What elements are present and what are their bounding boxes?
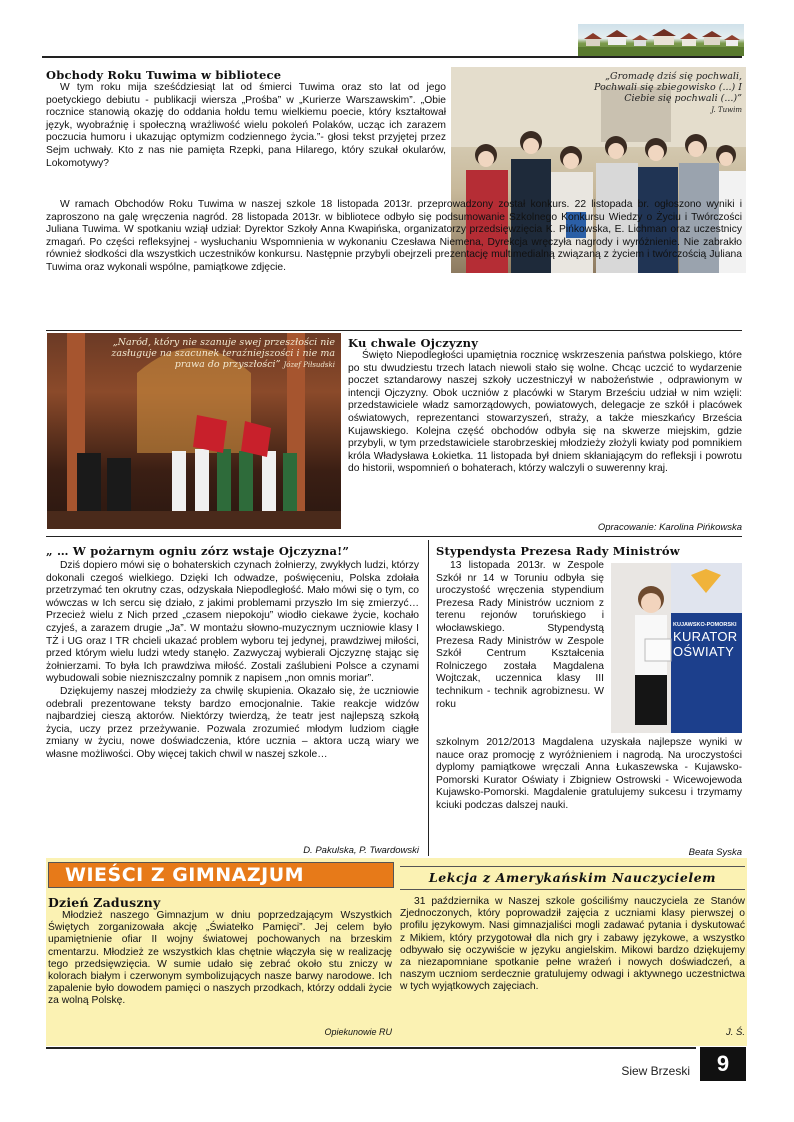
signature-opiekunowie: Opiekunowie RU (324, 1027, 392, 1037)
top-rule (42, 56, 742, 58)
photo-quote-tuwim-author: J. Tuwim (711, 106, 742, 114)
signature-pinkowska: Opracowanie: Karolina Pińkowska (597, 522, 742, 533)
signature-pakulska-twardowski: D. Pakulska, P. Twardowski (303, 845, 419, 856)
photo-quote-pilsudski: „Naród, który nie szanuje swej przeszłości nie zasługuje na szacunek teraźniejszości i nie ma prawa do przyszłości” Józef Piłsudski (111, 337, 335, 370)
column-divider (428, 540, 429, 856)
photo-independence-day (47, 333, 341, 529)
kurator-banner-text (673, 621, 741, 659)
article-pozarny-p2: Dziękujemy naszej młodzieży za chwilę skupienia. Okazało się, że uczniowie odebrali prezentowane teksty bardzo emocjonalnie. Takie reakcje widzów najbardziej cieszą aktorów. Niektórzy twierdzą, że teatr jest najlepszą szkołą życia, uczy przez przeżywanie. Pozwala zrozumieć młodym ludziom ciągłe zmiany w życiu, nowe doświadczenia, które ucznia – aktora uczą wiary we własne możliwości. Oby więcej takich chwil w naszej szkole… (46, 685, 419, 760)
rule-after-tuwim (46, 330, 742, 331)
article-title-stypendysta: Stypendysta Prezesa Rady Ministrów (436, 544, 680, 558)
article-title-dzien-zaduszny: Dzień Zaduszny (48, 895, 161, 910)
footer-publication-name: Siew Brzeski (621, 1064, 690, 1078)
article-body-tuwim-wide (46, 199, 742, 275)
kurator-banner-line2: KURATOR (673, 629, 738, 644)
article-body-stypendysta-wide (436, 737, 742, 813)
article-stypendysta-p1-narrow: 13 listopada 2013r. w Zespole Szkół nr 14 w Toruniu odbyła się uroczystość wręczenia stypendium Prezesa Rady Ministrów uczniom z terenu rejonów toruńskiego i włocławskiego. Stypendystą Prezesa Rady Ministrów w Zespole Szkół Centrum Kształcenia Rolniczego została Magdalena Wojtczak, uczennica klasy III technikum - technik agrobiznesu. W roku (436, 560, 604, 710)
kurator-banner-line1: KUJAWSKO-POMORSKI (673, 622, 737, 628)
gimnazjum-banner-label: WIEŚCI Z GIMNAZJUM (65, 864, 305, 886)
gimnazjum-banner (48, 862, 394, 888)
article-body-dzien-zaduszny (48, 910, 392, 1008)
article-body-lekcja (400, 896, 745, 994)
article-tuwim-p1: W tym roku mija sześćdziesiąt lat od śmierci Tuwima oraz sto lat od jego poetyckiego debiutu - publikacji wiersza „Prośba” w „Kurierze Warszawskim”. „Obie rocznice stanowią okazję do oddania hołdu temu wielkiemu poecie, który kształtował język, wyobraźnię i społeczną wrażliwość wielu pokoleń Polaków, ucząc ich zarazem poczucia humoru i ukazując optymizm codziennego życia.”- głosi tekst przyjętej przez Sejm uchwały. Kto z nas nie pamięta Rzepki, pana Hilarego, który szukał okularów, Lokomotywy? (46, 82, 446, 169)
article-dzien-zaduszny-p1: Młodzież naszego Gimnazjum w dniu poprzedzającym Wszystkich Świętych zorganizowała akcję „Światełko Pamięci”. Jej celem było upamiętnienie ofiar II wojny światowej pochowanych na brzeskim cmentarzu. Młodzież ze wszystkich klas chętnie włączyła się w realizację tego przedsięwzięcia. W sumie udało się zebrać około stu zniczy w kolorach białym i czerwonym symbolizujących nasze barwy narodowe. Ich zapalenie było dowodem pamięci o naszych przodkach, którzy oddali życie za wolną Polskę. (48, 910, 392, 1007)
article-ojczyzna-p1: Święto Niepodległości upamiętnia rocznicę wskrzeszenia państwa polskiego, które po stu dwudziestu trzech latach niewoli stało się wolne. Chcąc uczcić to wydarzenie poczet sztandarowy naszej szkoły uczestniczył w nabożeństwie , odprawionym w intencji Ojczyzny. Obok uczniów z placówki w Starym Brześciu udział w nim wzięli: przedstawiciele władz samorządowych, powiatowych, delegacje ze szkół i placówek oświatowych, reprezentanci stowarzyszeń, straży, a także mieszkańcy Brześcia Kujawskiego. Kolejna część obchodów odbyła się na skwerze miejskim, gdzie przybyli, w tym przedstawiciele starobrzeskiej młodzieży złożyli kwiaty pod pomnikiem króla Władysława Łokietka. 11 listopada był dniem skłaniającym do refleksji i powrotu do historii, wspomnień o bohaterach, którzy walczyli o suwerenny kraj. (348, 350, 742, 475)
article-title-pozarny-ogien: „ … W pożarnym ogniu zórz wstaje Ojczyzna!” (46, 544, 350, 558)
signature-syska: Beata Syska (688, 847, 742, 858)
photo-quote-pilsudski-author: Józef Piłsudski (283, 361, 335, 369)
article-body-ojczyzna (348, 350, 742, 476)
article-title-lekcja: Lekcja z Amerykańskim Nauczycielem (428, 870, 717, 885)
article-lekcja-p1: 31 października w Naszej szkole gościliśmy nauczyciela ze Stanów Zjednoczonych, który poprowadził zajęcia z uczniami klasy pierwszej o profilu językowym. Nasi gimnazjaliści mogli zadawać pytania i dyskutować z Mikiem, który przygotował dla nich gry i zabawy językowe, a wszystko odbywało się oczywiście w języku angielskim. Mikowi bardzo dziękujemy za niezapomniane spotkanie pełne wrażeń i nowych doświadczeń, a naszym uczniom serdecznie gratulujemy odwagi i aktywnego uczestnictwa w tych wyjątkowych zajęciach. (400, 896, 745, 993)
town-panorama-image (578, 24, 744, 56)
kurator-banner-line3: OŚWIATY (673, 644, 735, 659)
article-pozarny-p1: Dziś dopiero mówi się o bohaterskich czynach żołnierzy, zwykłych ludzi, którzy dokonali czegoś wielkiego. Dzięki Ich odwadze, poświęceniu, Polska zdołała przetrzymać ten okrutny czas, odzyskała Niepodległość. Mało mówi się o tym, co wówczas w Ich sercu się działo, z jakimi problemami przyszło Im się zmierzyć… Przecież wielu z Nich przed „czasem niepokoju” wiodło ciekawe życie, kochało czyjeś, a zarazem drugie „Ja”. W montażu słowno-muzycznym uczniowie klasy I TŻ i UG oraz I TR chcieli ukazać problem wyboru tej jedynej, prawdziwej miłości, przed którym wielu ludzi wtedy stanęło. Zazwyczaj wybierali Ojczyznę stając się żołnierzami. To była Ich prawdziwa miłość. Zostali zaślubieni Polsce a czynami wybudowali sobie niezniszczalny pomnik z napisem „non omnis moriar”. (46, 560, 419, 685)
article-tuwim-p2: W ramach Obchodów Roku Tuwima w naszej szkole 18 listopada 2013r. przeprowadzony został konkurs. 22 listopada br. ogłoszono wyniki i zaproszono na galę wręczenia nagród. 28 listopada 2013r. w bibliotece odbyło się podsumowanie Szkolnego Konkursu Wiedzy o Życiu i Twórczości Juliana Tuwima. W spotkaniu wziął udział: Dyrektor Szkoły Anna Kwapińska, organizatorzy przedsięwzięcia K. Pińkowska, E. Lichman oraz uczestnicy zmagań. Po części refleksyjnej - wysłuchaniu Wspomnienia w wykonaniu Czesława Niemena, Dyrekcja wręczyła nagrody i wyróżnienie. Nie zabrakło również słodkości dla wszystkich uczestników konkursu. Następnie przybyli obejrzeli prezentację multimedialną związaną z życiem i twórczością Juliana Tuwima oraz wykonali wspólne, pamiątkowe zdjęcie. (46, 199, 742, 273)
page-number: 9 (716, 1051, 730, 1076)
article-title-tuwim: Obchody Roku Tuwima w bibliotece (46, 68, 282, 82)
title-box-lekcja (400, 866, 745, 890)
article-body-stypendysta-narrow (436, 560, 604, 711)
bottom-rule (46, 1047, 696, 1049)
photo-stypendystka (611, 563, 742, 733)
article-body-tuwim-narrow (46, 82, 446, 170)
page-number-box (700, 1047, 746, 1081)
article-title-ojczyzna: Ku chwale Ojczyzny (348, 336, 479, 350)
signature-js: J. Ś. (725, 1027, 745, 1038)
photo-quote-tuwim: „Gromadę dziś się pochwali, Pochwali się zbiegowisko (...) I Ciebie się pochwali (...)” J. Tuwim (594, 71, 742, 114)
rule-after-ojczyzna (46, 536, 742, 537)
article-stypendysta-p1-wide: szkolnym 2012/2013 Magdalena uzyskała najlepsze wyniki w nauce oraz promocję z wyróżnieniem i nagrodą. Na uroczystości dyplomy pamiątkowe wręczali Anna Łukaszewska - Kujawsko-Pomorski Kurator Oświaty i Zbigniew Ostrowski - Wicewojewoda Kujawsko-Pomorski. Magdalenie gratulujemy sukcesu i trzymamy kciuki podczas dalszej nauki. (436, 737, 742, 811)
article-body-pozarny-ogien (46, 560, 419, 762)
